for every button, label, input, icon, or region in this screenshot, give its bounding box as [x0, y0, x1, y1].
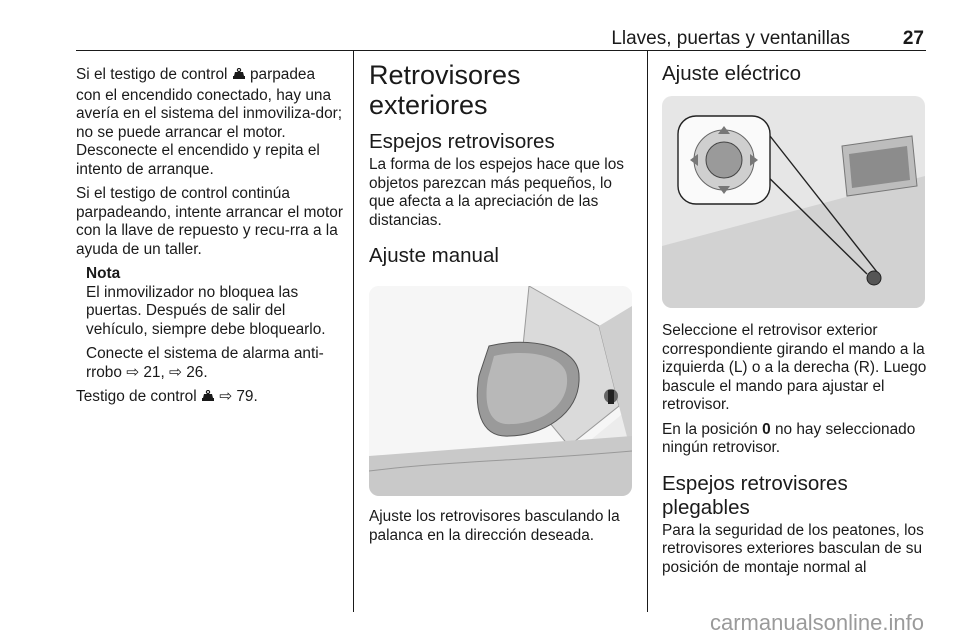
- manual-adjust-heading: Ajuste manual: [369, 244, 499, 267]
- column-3: [662, 62, 928, 583]
- header-rule: [76, 50, 926, 51]
- manual-adjust-caption: Ajuste los retrovisores basculando la palanca en la dirección deseada.: [369, 508, 620, 544]
- repair-paragraph: Si el testigo de control continúa parpadeando, intente arrancar el motor con la llave de repuesto y recu-rra a la ayuda de un taller.: [76, 185, 343, 258]
- column-divider-1: [353, 50, 354, 612]
- column-divider-2: [647, 50, 648, 612]
- manual-mirror-illustration: [369, 286, 632, 496]
- mirror-shape-paragraph: La forma de los espejos hace que los objetos parezcan más pequeños, lo que afecta a la apreciación de las distancias.: [369, 156, 624, 229]
- car-key-icon: [232, 68, 246, 87]
- position-zero: 0: [762, 420, 771, 438]
- text-fragment: parpadea con el encendido conectado, hay una avería en el sistema del inmoviliza-dor; no se puede arrancar el motor. Desconecte el encendido y repita el intento de arranque.: [76, 66, 343, 178]
- electric-adjust-title: Ajuste eléctrico: [662, 62, 802, 85]
- neutral-position-paragraph: [662, 421, 928, 458]
- page-number: 27: [902, 28, 924, 49]
- column-1: [76, 66, 344, 415]
- note-title: Nota: [86, 265, 121, 282]
- text-fragment: Testigo de control: [76, 388, 197, 405]
- watermark: carmanualsonline.info: [709, 610, 924, 635]
- folding-mirrors-paragraph: Para la seguridad de los peatones, los retrovisores exteriores basculan de su posición de montaje normal al: [662, 521, 924, 576]
- car-key-icon: [201, 390, 215, 409]
- text-fragment: En la posición: [662, 420, 758, 438]
- electric-select-paragraph: Seleccione el retrovisor exterior correspondiente girando el mando a la izquierda (L) o a la derecha (R). Luego bascule el mando para ajustar el retrovisor.: [662, 322, 927, 413]
- text-fragment: no hay seleccionado ningún retrovisor.: [662, 420, 916, 456]
- section-title: Retrovisores exteriores: [369, 60, 521, 120]
- page-header-title: Llaves, puertas y ventanillas: [611, 28, 850, 49]
- immobilizer-paragraph: [76, 66, 344, 179]
- note-text: El inmovilizador no bloquea las puertas. Después de salir del vehículo, siempre debe bloquearlo.: [86, 283, 326, 338]
- control-light-reference: [76, 388, 344, 409]
- note-text-2: Conecte el sistema de alarma anti-rrobo ⇨ 21, ⇨ 26.: [86, 345, 324, 381]
- electric-mirror-illustration: [662, 96, 925, 308]
- note-block: [76, 265, 344, 382]
- text-fragment: Si el testigo de control: [76, 66, 228, 83]
- column-2: [369, 60, 635, 551]
- folding-mirrors-heading: Espejos retrovisores plegables: [662, 471, 848, 519]
- subsection-title: Espejos retrovisores: [369, 130, 555, 153]
- text-fragment: ⇨ 79.: [219, 388, 258, 405]
